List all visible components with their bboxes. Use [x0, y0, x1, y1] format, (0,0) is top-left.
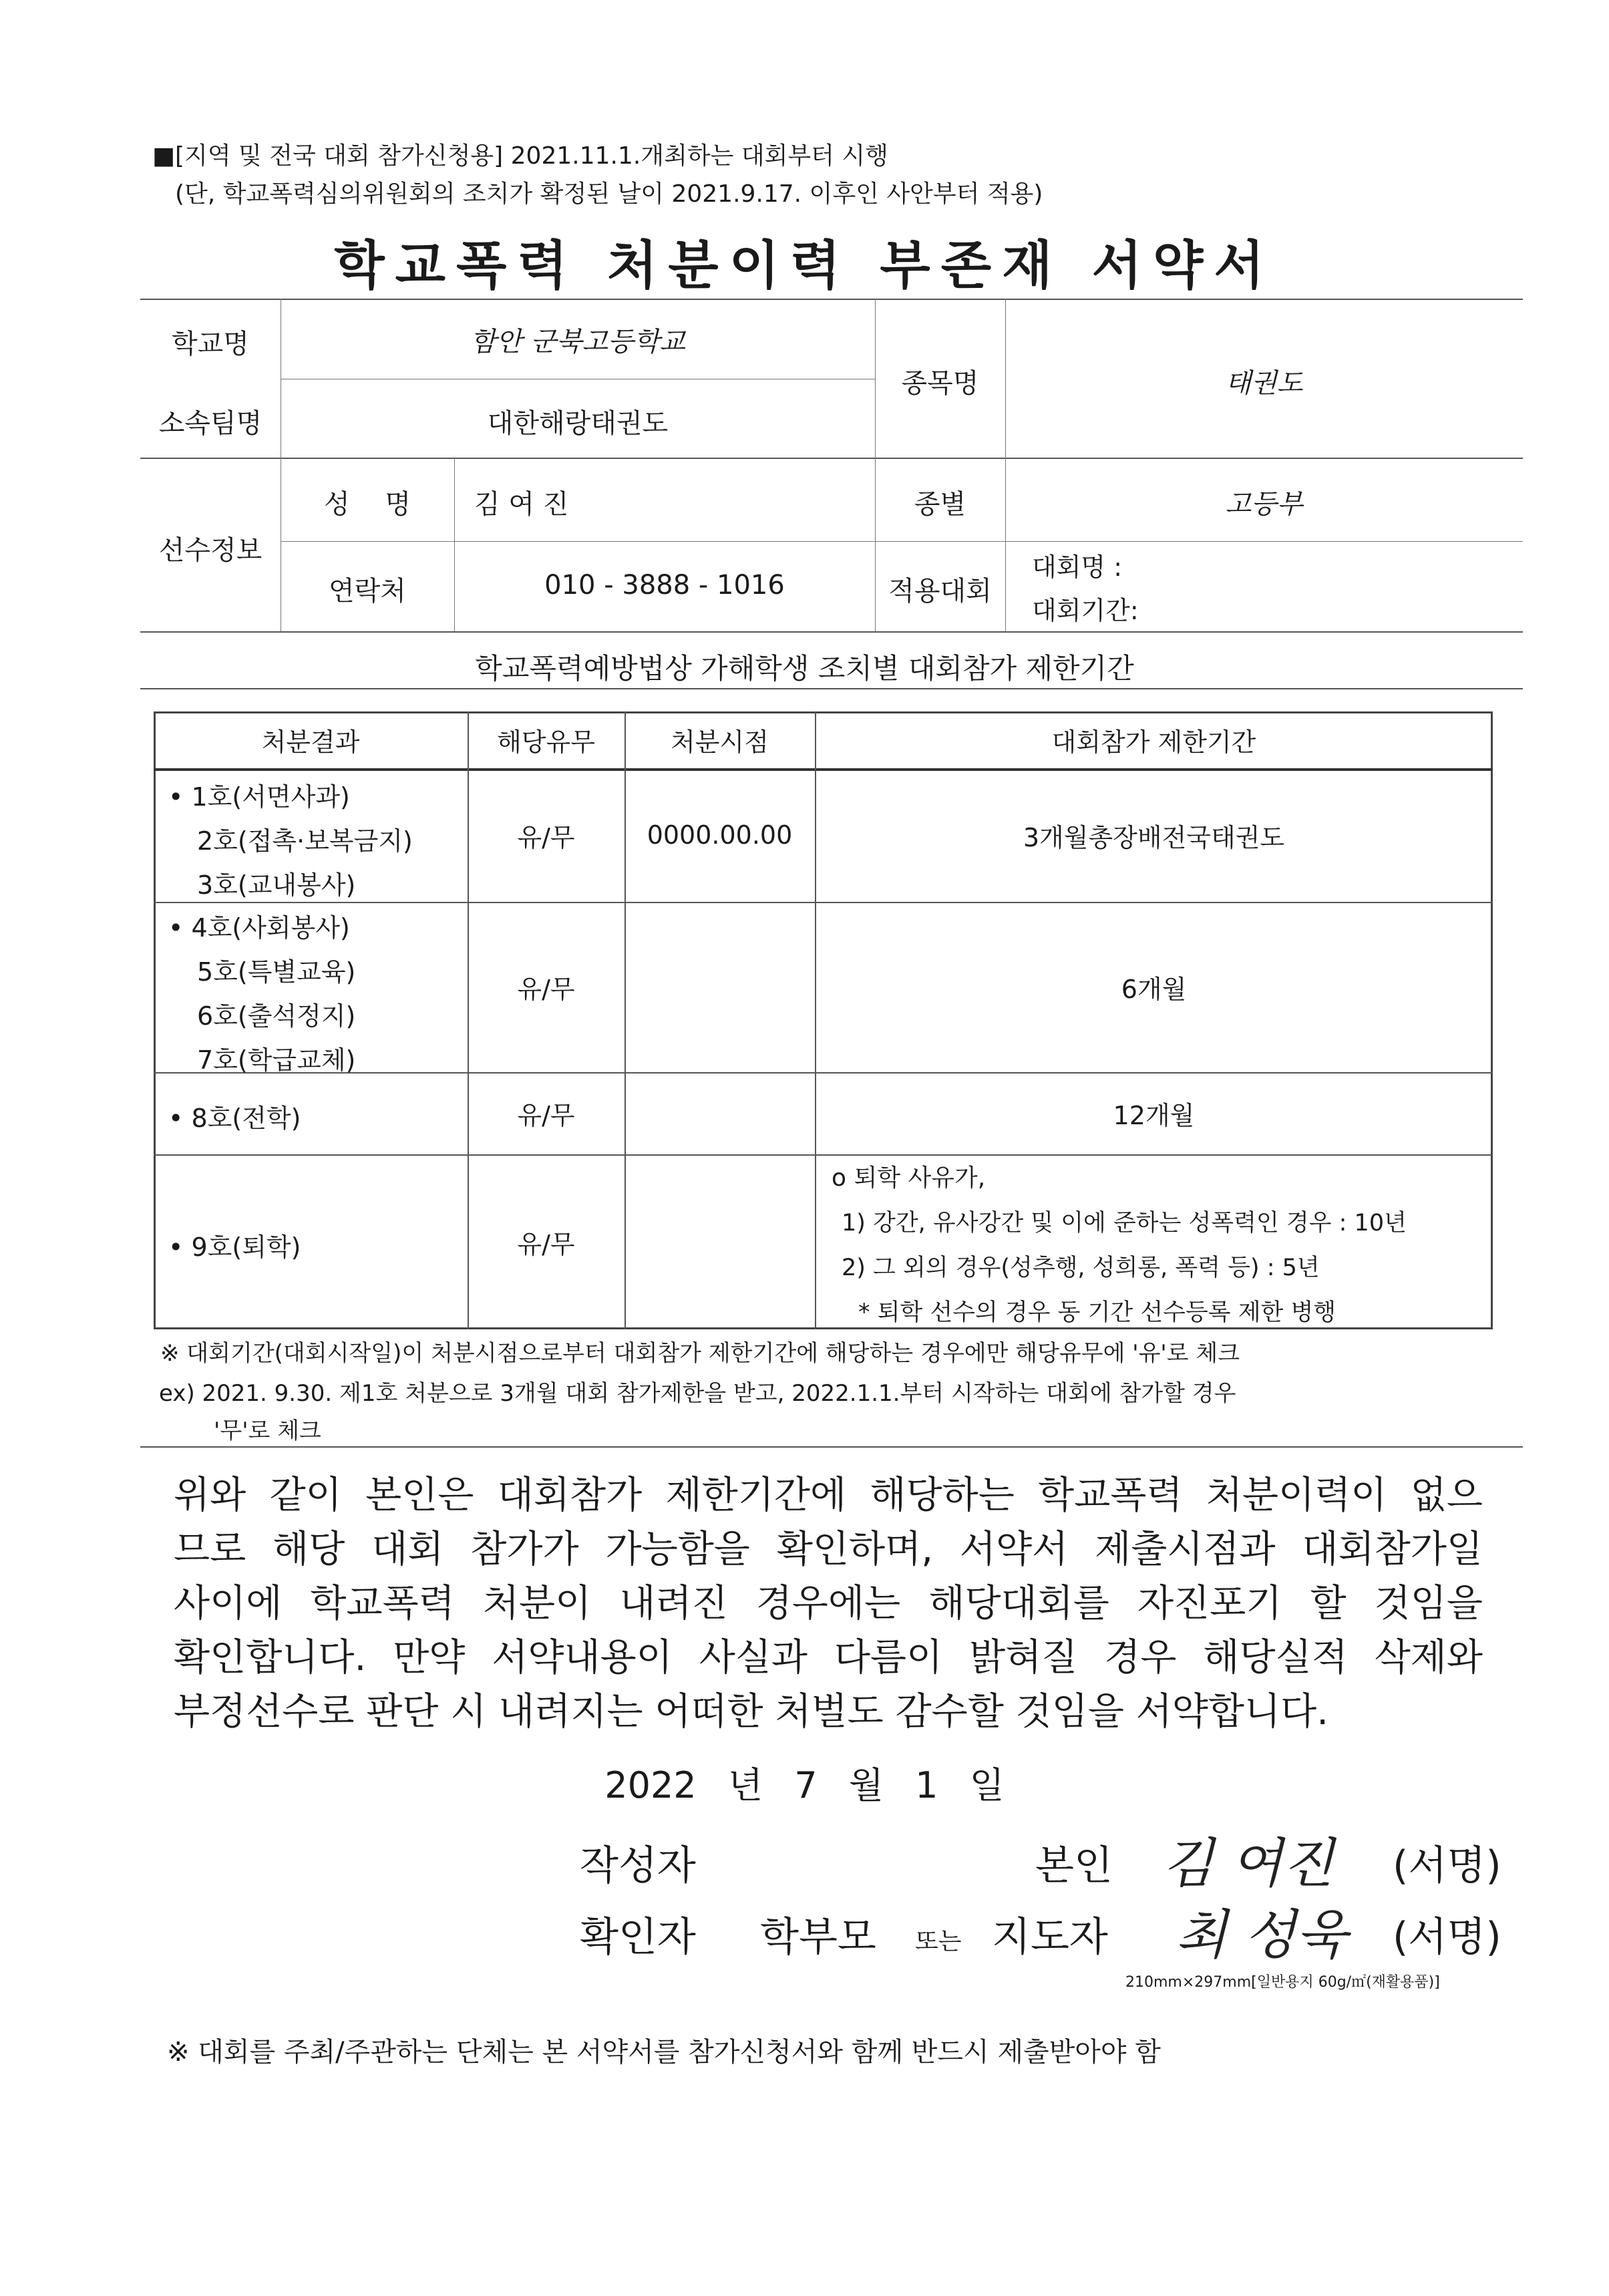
pledge-line: 사이에 학교폭력 처분이 내려진 경우에는 해당대회를 자진포기 할 것임을 [174, 1582, 1483, 1625]
name-value: 김 여 진 [474, 489, 569, 520]
date-year: 2022 [604, 1764, 697, 1806]
competition-name-label: 대회명 : [1032, 552, 1123, 582]
restriction-period: 12개월 [1113, 1101, 1195, 1130]
competition-period-label: 대회기간: [1032, 596, 1139, 625]
contact-label: 연락처 [329, 576, 406, 607]
expulsion-reason-intro: o 퇴학 사유가, [832, 1164, 986, 1192]
name-label: 성 명 [324, 489, 411, 520]
applied-competition-label: 적용대회 [888, 576, 992, 607]
list-item: • 8호(전학) [168, 1104, 301, 1133]
confirmer-label: 확인자 [580, 1914, 696, 1961]
school-label: 학교명 [172, 329, 249, 359]
self-seal-label: (서명) [1393, 1842, 1501, 1889]
team-value: 대한해랑태권도 [487, 408, 669, 439]
date-day: 1 [915, 1764, 938, 1806]
school-value: 함안 군북고등학교 [470, 327, 685, 357]
column-header-result: 처분결과 [261, 727, 360, 757]
coach-label: 지도자 [992, 1914, 1108, 1961]
restriction-note-2: ex) 2021. 9.30. 제1호 처분으로 3개월 대회 참가제한을 받고, 2022.1.1.부터 시작하는 대회에 참가할 경우 [159, 1380, 1236, 1407]
player-info-label: 선수정보 [158, 535, 262, 566]
header-line-1: ■[지역 및 전국 대회 참가신청용] 2021.11.1.개최하는 대회부터 시행 [152, 142, 888, 170]
team-label: 소속팀명 [158, 408, 262, 439]
event-label: 종목명 [901, 368, 979, 399]
restriction-heading: 학교폭력예방법상 가해학생 조치별 대회참가 제한기간 [475, 652, 1134, 685]
applicable-value: 유/무 [517, 822, 575, 852]
restriction-note-3: '무'로 체크 [214, 1418, 321, 1444]
self-signature: 김 여진 [1162, 1832, 1334, 1895]
or-label: 또는 [915, 1928, 962, 1955]
paper-spec: 210mm×297mm[일반용지 60g/㎡(재활용품)] [1125, 1974, 1440, 1991]
guardian-label: 학부모 [760, 1914, 876, 1961]
restriction-note-1: ※ 대회기간(대회시작일)이 처분시점으로부터 대회참가 제한기간에 해당하는 경우에만 해당유무에 '유'로 체크 [160, 1340, 1240, 1367]
restriction-period: 3개월총장배전국태권도 [1023, 822, 1285, 852]
expulsion-reason-1: 1) 강간, 유사강간 및 이에 준하는 성폭력인 경우 : 10년 [842, 1210, 1407, 1237]
list-item: 5호(특별교육) [197, 957, 356, 987]
applicable-value: 유/무 [517, 1229, 575, 1259]
list-item: 3호(교내봉사) [197, 870, 356, 900]
list-item: • 4호(사회봉사) [168, 913, 350, 943]
pledge-line: 므로 해당 대회 참가가 가능함을 확인하며, 서약서 제출시점과 대회참가일 [174, 1528, 1483, 1571]
list-item: • 9호(퇴학) [168, 1233, 301, 1262]
expulsion-note: * 퇴학 선수의 경우 동 기간 선수등록 제한 병행 [858, 1299, 1336, 1326]
restriction-period: 6개월 [1121, 975, 1187, 1004]
guardian-seal-label: (서명) [1393, 1914, 1501, 1961]
date-month-unit: 월 [848, 1764, 884, 1806]
disposition-date [624, 1072, 815, 1154]
document-title: 학교폭력 처분이력 부존재 서약서 [334, 236, 1275, 296]
applicable-value: 유/무 [517, 975, 575, 1004]
disposition-date [624, 1154, 815, 1329]
signing-date [0, 1757, 1609, 1808]
date-day-unit: 일 [969, 1764, 1005, 1806]
disposition-date: 0000.00.00 [647, 820, 793, 850]
pledge-line: 부정선수로 판단 시 내려지는 어떠한 처벌도 감수할 것임을 서약합니다. [174, 1690, 1328, 1734]
header-line-2: (단, 학교폭력심의위원회의 조치가 확정된 날이 2021.9.17. 이후인 사안부터 적용) [175, 180, 1043, 208]
list-item: 6호(출석정지) [197, 1001, 356, 1031]
list-item: 7호(학급교체) [197, 1045, 356, 1075]
pledge-line: 확인합니다. 만약 서약내용이 사실과 다름이 밝혀질 경우 해당실적 삭제와 [174, 1636, 1483, 1679]
event-value: 태권도 [1225, 368, 1303, 399]
list-item: • 1호(서면사과) [168, 782, 350, 812]
list-item: 2호(접촉·보복금지) [197, 826, 413, 856]
column-header-date: 처분시점 [671, 727, 769, 757]
date-year-unit: 년 [727, 1764, 763, 1806]
applicable-value: 유/무 [517, 1101, 575, 1130]
expulsion-reason-2: 2) 그 외의 경우(성추행, 성희롱, 폭력 등) : 5년 [842, 1255, 1320, 1281]
footer-note: ※ 대회를 주최/주관하는 단체는 본 서약서를 참가신청서와 함께 반드시 제출받아야 함 [167, 2037, 1161, 2068]
disposition-date [624, 902, 815, 1072]
pledge-line: 위와 같이 본인은 대회참가 제한기간에 해당하는 학교폭력 처분이력이 없으 [174, 1474, 1483, 1517]
category-value: 고등부 [1225, 489, 1303, 520]
writer-label: 작성자 [580, 1842, 696, 1889]
column-header-period: 대회참가 제한기간 [1051, 727, 1256, 757]
guardian-signature: 최 성욱 [1176, 1904, 1348, 1966]
column-header-applicable: 해당유무 [497, 727, 595, 757]
self-label: 본인 [1035, 1842, 1113, 1889]
date-month: 7 [794, 1764, 818, 1806]
contact-value: 010 - 3888 - 1016 [544, 570, 785, 601]
category-label: 종별 [914, 489, 966, 520]
